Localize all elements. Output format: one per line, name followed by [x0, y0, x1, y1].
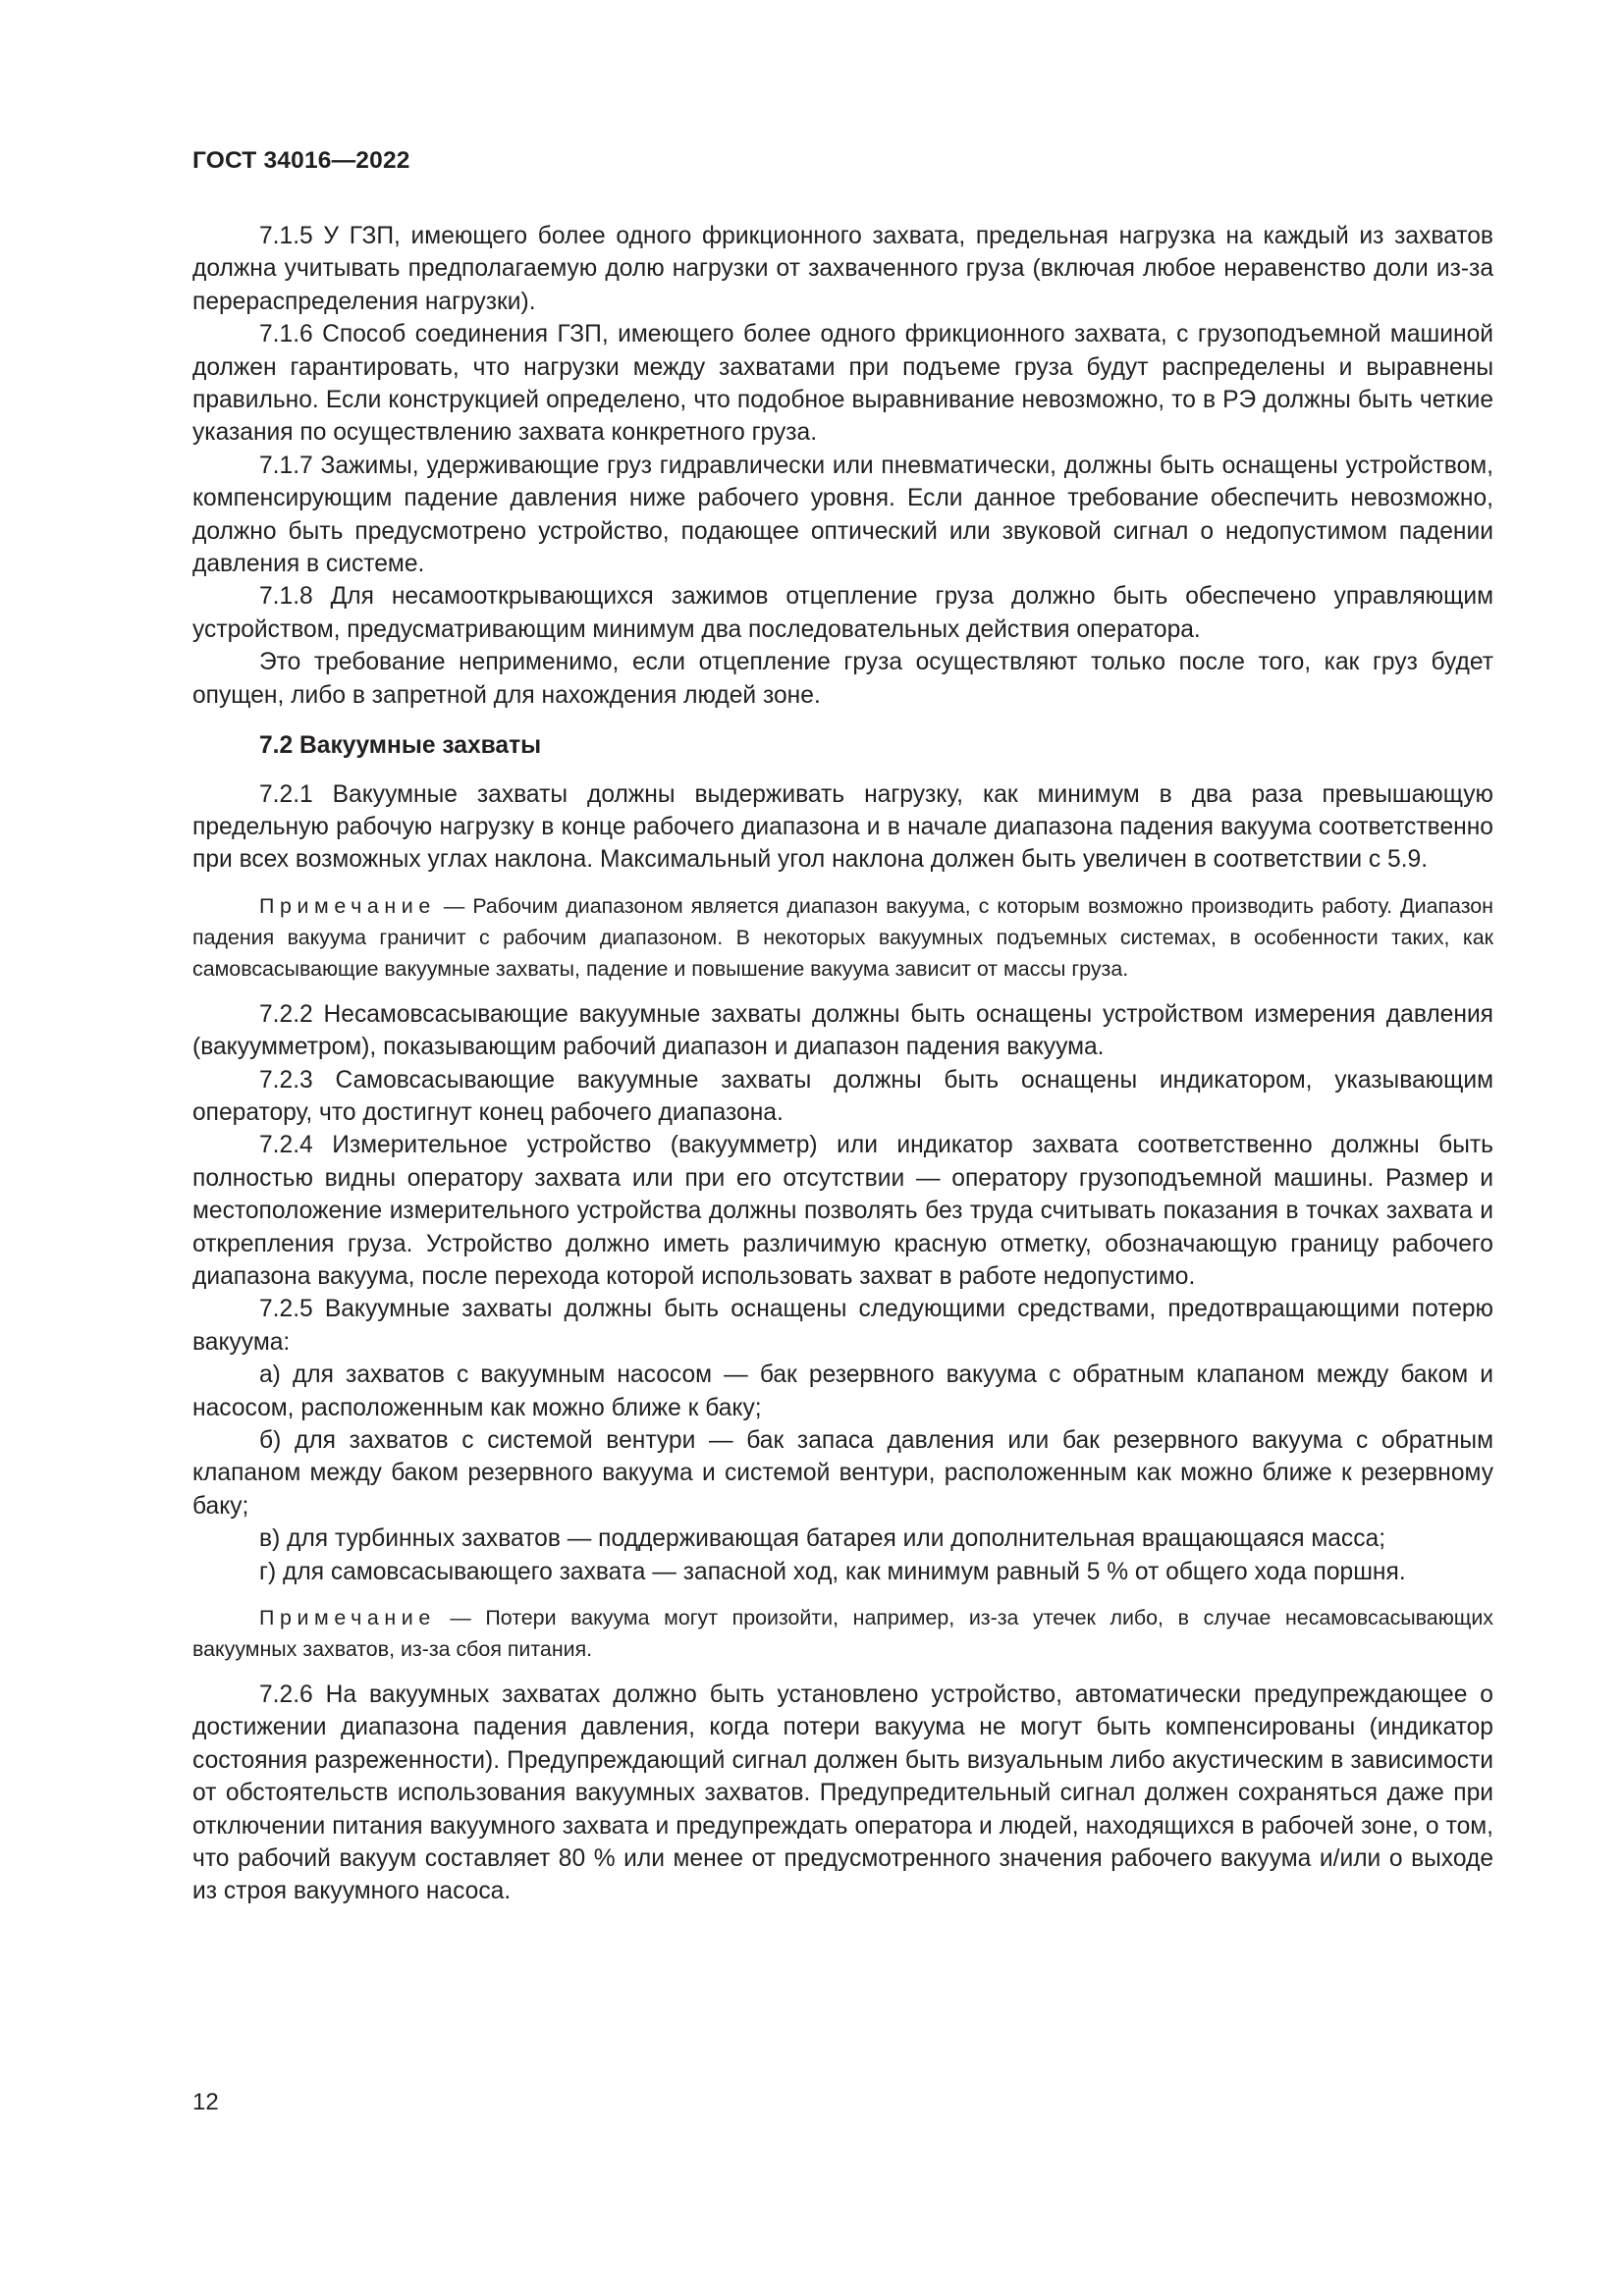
list-item-g: г) для самовсасывающего захвата — запасной ход, как минимум равный 5 % от общего хода поршня.	[259, 1558, 1406, 1585]
list-item-b: б) для захватов с системой вентури — бак запаса давления или бак резервного вакуума с обратным клапаном между баком резервного вакуума и системой вентури, расположенным как можно ближе к резервному баку;	[192, 1427, 1493, 1520]
document-body	[192, 220, 1493, 1908]
note-2-label: Примечание	[259, 1606, 436, 1630]
note-2	[192, 1602, 1493, 1665]
paragraph-7-2-5: 7.2.5 Вакуумные захваты должны быть оснащены следующими средствами, предотвращающими потерю вакуума:	[192, 1296, 1493, 1356]
page-number: 12	[192, 2089, 219, 2115]
paragraph-7-2-1: 7.2.1 Вакуумные захваты должны выдерживать нагрузку, как минимум в два раза превышающую предельную рабочую нагрузку в конце рабочего диапазона и в начале диапазона падения вакуума соответственно при всех возможных углах наклона. Максимальный угол наклона должен быть увеличен в соответствии с 5.9.	[192, 780, 1493, 874]
note-2-text: — Потери вакуума могут произойти, например, из-за утечек либо, в случае несамовсасывающих вакуумных захватов, из-за сбоя питания.	[192, 1606, 1493, 1662]
paragraph-7-2-6: 7.2.6 На вакуумных захватах должно быть установлено устройство, автоматически предупреждающее о достижении диапазона падения давления, когда потери вакуума не могут быть компенсированы (индикатор состояния разреженности). Предупреждающий сигнал должен быть визуальным либо акустическим в зависимости от обстоятельств использования вакуумных захватов. Предупредительный сигнал должен сохраняться даже при отключении питания вакуумного захвата и предупреждать оператора и людей, находящихся в рабочей зоне, о том, что рабочий вакуум составляет 80 % или менее от предусмотренного значения рабочего вакуума и/или о выходе из строя вакуумного насоса.	[192, 1682, 1493, 1905]
section-heading-7-2: 7.2 Вакуумные захваты	[259, 732, 542, 760]
paragraph-7-2-4: 7.2.4 Измерительное устройство (вакуумметр) или индикатор захвата соответственно должны быть полностью видны оператору захвата или при его отсутствии — оператору грузоподъемной машины. Размер и местоположение измерительного устройства должны позволять без труда считывать показания в точках захвата и открепления груза. Устройство должно иметь различимую красную отметку, обозначающую границу рабочего диапазона вакуума, после перехода которой использовать захват в работе недопустимо.	[192, 1132, 1493, 1290]
note-1-label: Примечание	[259, 893, 436, 918]
paragraph-7-1-5: 7.1.5 У ГЗП, имеющего более одного фрикционного захвата, предельная нагрузка на каждый из захватов должна учитывать предполагаемую долю нагрузки от захваченного груза (включая любое неравенство доли из-за перераспределения нагрузки).	[192, 223, 1493, 315]
list-item-v: в) для турбинных захватов — поддерживающая батарея или дополнительная вращающаяся масса;	[259, 1525, 1386, 1553]
note-1	[192, 890, 1493, 985]
document-header-title: ГОСТ 34016—2022	[192, 147, 410, 174]
paragraph-7-1-6: 7.1.6 Способ соединения ГЗП, имеющего более одного фрикционного захвата, с грузоподъемной машиной должен гарантировать, что нагрузки между захватами при подъеме груза будут распределены и выравнены правильно. Если конструкцией определено, что подобное выравнивание невозможно, то в РЭ должны быть четкие указания по осуществлению захвата конкретного груза.	[192, 321, 1493, 447]
paragraph-7-2-3: 7.2.3 Самовсасывающие вакуумные захваты должны быть оснащены индикатором, указывающим оператору, что достигнут конец рабочего диапазона.	[192, 1066, 1493, 1126]
list-item-a: а) для захватов с вакуумным насосом — бак резервного вакуума с обратным клапаном между баком и насосом, расположенным как можно ближе к баку;	[192, 1362, 1493, 1421]
paragraph-7-1-8: 7.1.8 Для несамооткрывающихся зажимов отцепление груза должно быть обеспечено управляющим устройством, предусматривающим минимум два последовательных действия оператора.	[192, 583, 1493, 643]
paragraph-7-1-7: 7.1.7 Зажимы, удерживающие груз гидравлически или пневматически, должны быть оснащены устройством, компенсирующим падение давления ниже рабочего уровня. Если данное требование обеспечить невозможно, должно быть предусмотрено устройство, подающее оптический или звуковой сигнал о недопустимом падении давления в системе.	[192, 452, 1493, 578]
note-1-text: — Рабочим диапазоном является диапазон вакуума, с которым возможно производить работу. Диапазон падения вакуума граничит с рабочим диапазоном. В некоторых вакуумных подъемных системах, в особенности таких, как самовсасывающие вакуумные захваты, падение и повышение вакуума зависит от массы груза.	[192, 893, 1493, 981]
paragraph-7-2-2: 7.2.2 Несамовсасывающие вакуумные захваты должны быть оснащены устройством измерения давления (вакуумметром), показывающим рабочий диапазон и диапазон падения вакуума.	[192, 1000, 1493, 1061]
paragraph-7-1-8-exception: Это требование неприменимо, если отцепление груза осуществляют только после того, как груз будет опущен, либо в запретной для нахождения людей зоне.	[192, 649, 1493, 709]
